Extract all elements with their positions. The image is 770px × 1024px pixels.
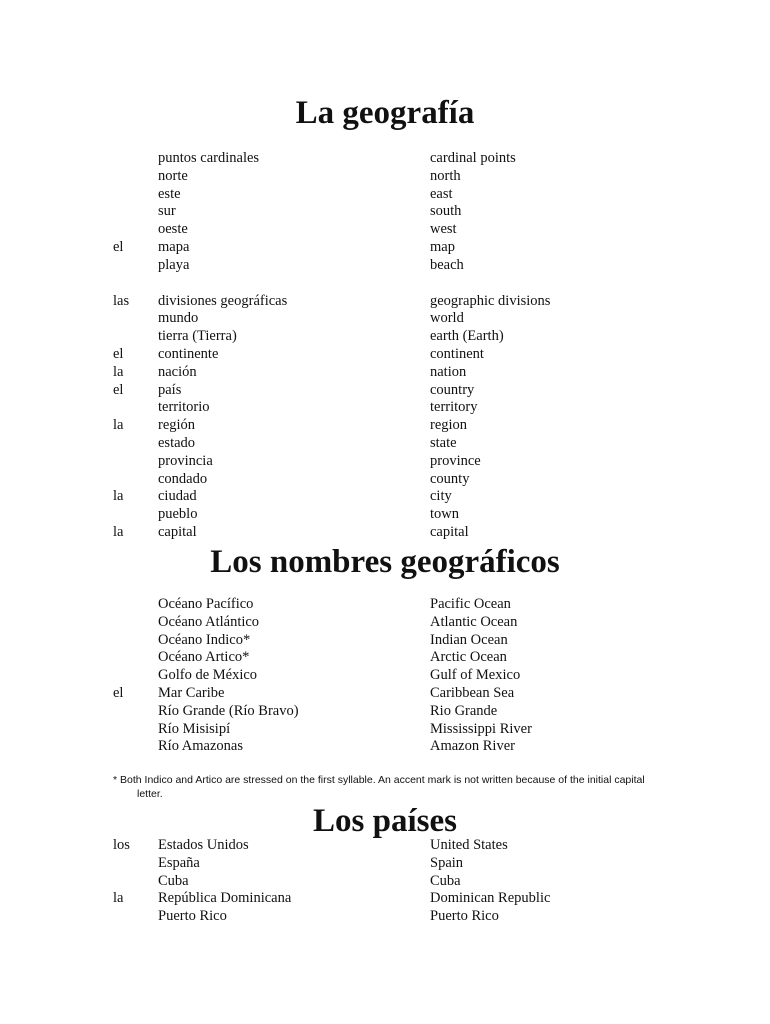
article-label: la <box>113 363 124 380</box>
article-label: el <box>113 381 124 398</box>
vocab-row <box>0 738 770 756</box>
english-term: Mississippi River <box>430 720 532 737</box>
english-term: Caribbean Sea <box>430 684 515 701</box>
vocab-row <box>0 908 770 926</box>
footnote-line-1: * Both Indico and Artico are stressed on the first syllable. An accent mark is not written because of the initial capital <box>113 774 645 786</box>
spanish-term: Océano Pacífico <box>158 596 254 612</box>
vocab-row <box>0 873 770 891</box>
vocab-row <box>0 506 770 524</box>
spanish-term: República Dominicana <box>158 890 292 907</box>
spanish-term: ciudad <box>158 488 197 505</box>
spanish-term: Océano Artico* <box>158 649 250 666</box>
spanish-term: mundo <box>158 310 199 327</box>
english-term: United States <box>430 837 508 853</box>
english-term: continent <box>430 345 484 362</box>
english-term: Amazon River <box>430 738 515 755</box>
spanish-term: nación <box>158 363 197 380</box>
english-term: Gulf of Mexico <box>430 667 521 684</box>
spanish-term: región <box>158 417 196 434</box>
english-term: Dominican Republic <box>430 890 551 907</box>
english-term: world <box>430 310 464 327</box>
english-term: Indian Ocean <box>430 631 508 648</box>
spanish-term: continente <box>158 345 219 362</box>
article-label: la <box>113 890 124 907</box>
vocab-row <box>0 239 770 257</box>
vocab-row <box>0 399 770 417</box>
spanish-term: Océano Indico* <box>158 631 251 648</box>
section-title-geografia: La geografía <box>295 95 475 131</box>
vocab-row <box>0 310 770 328</box>
english-term: west <box>430 221 457 238</box>
english-term: cardinal points <box>430 150 516 166</box>
footnote-line-2: letter. <box>137 788 163 800</box>
vocab-row <box>0 837 770 855</box>
english-term: east <box>430 185 453 202</box>
vocab-row <box>0 203 770 221</box>
vocab-row <box>0 632 770 650</box>
english-term: region <box>430 417 468 434</box>
spanish-term: Río Amazonas <box>158 738 243 755</box>
spanish-term: condado <box>158 470 208 487</box>
english-term: county <box>430 470 470 487</box>
spanish-term: tierra (Tierra) <box>158 328 237 345</box>
vocab-row <box>0 186 770 204</box>
spanish-term: país <box>158 381 182 398</box>
vocab-row <box>0 524 770 542</box>
english-term: map <box>430 238 455 255</box>
vocab-row <box>0 382 770 400</box>
vocab-row <box>0 471 770 489</box>
english-term: country <box>430 381 475 398</box>
spanish-term: territorio <box>158 399 210 416</box>
spanish-term: playa <box>158 256 190 273</box>
article-label: la <box>113 488 124 505</box>
spanish-term: Puerto Rico <box>158 908 227 925</box>
spanish-term: Estados Unidos <box>158 837 249 853</box>
vocab-row <box>0 721 770 739</box>
english-term: Arctic Ocean <box>430 649 507 666</box>
vocab-row <box>0 890 770 908</box>
article-label: la <box>113 523 124 540</box>
vocab-row <box>0 614 770 632</box>
vocab-row <box>0 150 770 168</box>
vocab-list-nombres-geograficos <box>0 596 770 756</box>
english-term: north <box>430 167 461 184</box>
english-term: earth (Earth) <box>430 328 504 345</box>
article-label: el <box>113 345 124 362</box>
english-term: territory <box>430 399 478 416</box>
vocab-row <box>0 364 770 382</box>
vocab-row <box>0 667 770 685</box>
english-term: beach <box>430 256 464 273</box>
vocab-row <box>0 488 770 506</box>
english-term: geographic divisions <box>430 292 551 309</box>
article-label: el <box>113 238 124 255</box>
spanish-term: España <box>158 854 200 871</box>
spanish-term: puntos cardinales <box>158 150 260 166</box>
vocab-row <box>0 685 770 703</box>
article-label: el <box>113 684 124 701</box>
spanish-term: pueblo <box>158 506 198 523</box>
english-term: Pacific Ocean <box>430 596 511 612</box>
vocab-row <box>0 596 770 614</box>
english-term: Rio Grande <box>430 702 498 719</box>
spanish-term: Río Grande (Río Bravo) <box>158 702 299 719</box>
spanish-term: divisiones geográficas <box>158 292 288 309</box>
article-label: las <box>113 292 130 309</box>
vocab-row <box>0 435 770 453</box>
english-term: state <box>430 434 457 451</box>
section-title-paises: Los países <box>313 803 457 839</box>
vocab-row <box>0 168 770 186</box>
english-term: Puerto Rico <box>430 908 499 925</box>
article-label: la <box>113 417 124 434</box>
vocab-row <box>0 855 770 873</box>
vocab-list-paises <box>0 837 770 926</box>
vocab-row <box>0 346 770 364</box>
vocab-list-geografia <box>0 150 770 542</box>
spanish-term: Océano Atlántico <box>158 613 260 630</box>
vocab-row <box>0 328 770 346</box>
english-term: town <box>430 506 459 523</box>
english-term: Cuba <box>430 872 461 889</box>
english-term: nation <box>430 363 467 380</box>
spanish-term: Golfo de México <box>158 667 258 684</box>
english-term: south <box>430 203 462 220</box>
vocab-row <box>0 257 770 275</box>
english-term: Atlantic Ocean <box>430 613 518 630</box>
spanish-term: Cuba <box>158 872 189 889</box>
spanish-term: provincia <box>158 452 213 469</box>
spanish-term: Río Misisipí <box>158 720 231 737</box>
footnote <box>113 773 653 801</box>
article-label: los <box>113 837 130 853</box>
vocab-row <box>0 703 770 721</box>
english-term: Spain <box>430 854 464 871</box>
spanish-term: sur <box>158 203 176 220</box>
spanish-term: mapa <box>158 238 190 255</box>
vocab-row <box>0 649 770 667</box>
spanish-term: norte <box>158 167 188 184</box>
english-term: province <box>430 452 481 469</box>
spanish-term: Mar Caribe <box>158 684 225 701</box>
vocab-row <box>0 221 770 239</box>
spanish-term: este <box>158 185 181 202</box>
vocab-row <box>0 417 770 435</box>
spanish-term: capital <box>158 523 197 540</box>
spanish-term: oeste <box>158 221 188 238</box>
section-title-nombres-geograficos: Los nombres geográficos <box>210 544 560 580</box>
english-term: city <box>430 488 452 505</box>
english-term: capital <box>430 523 469 540</box>
spanish-term: estado <box>158 434 196 451</box>
vocab-row <box>0 453 770 471</box>
vocab-row <box>0 293 770 311</box>
